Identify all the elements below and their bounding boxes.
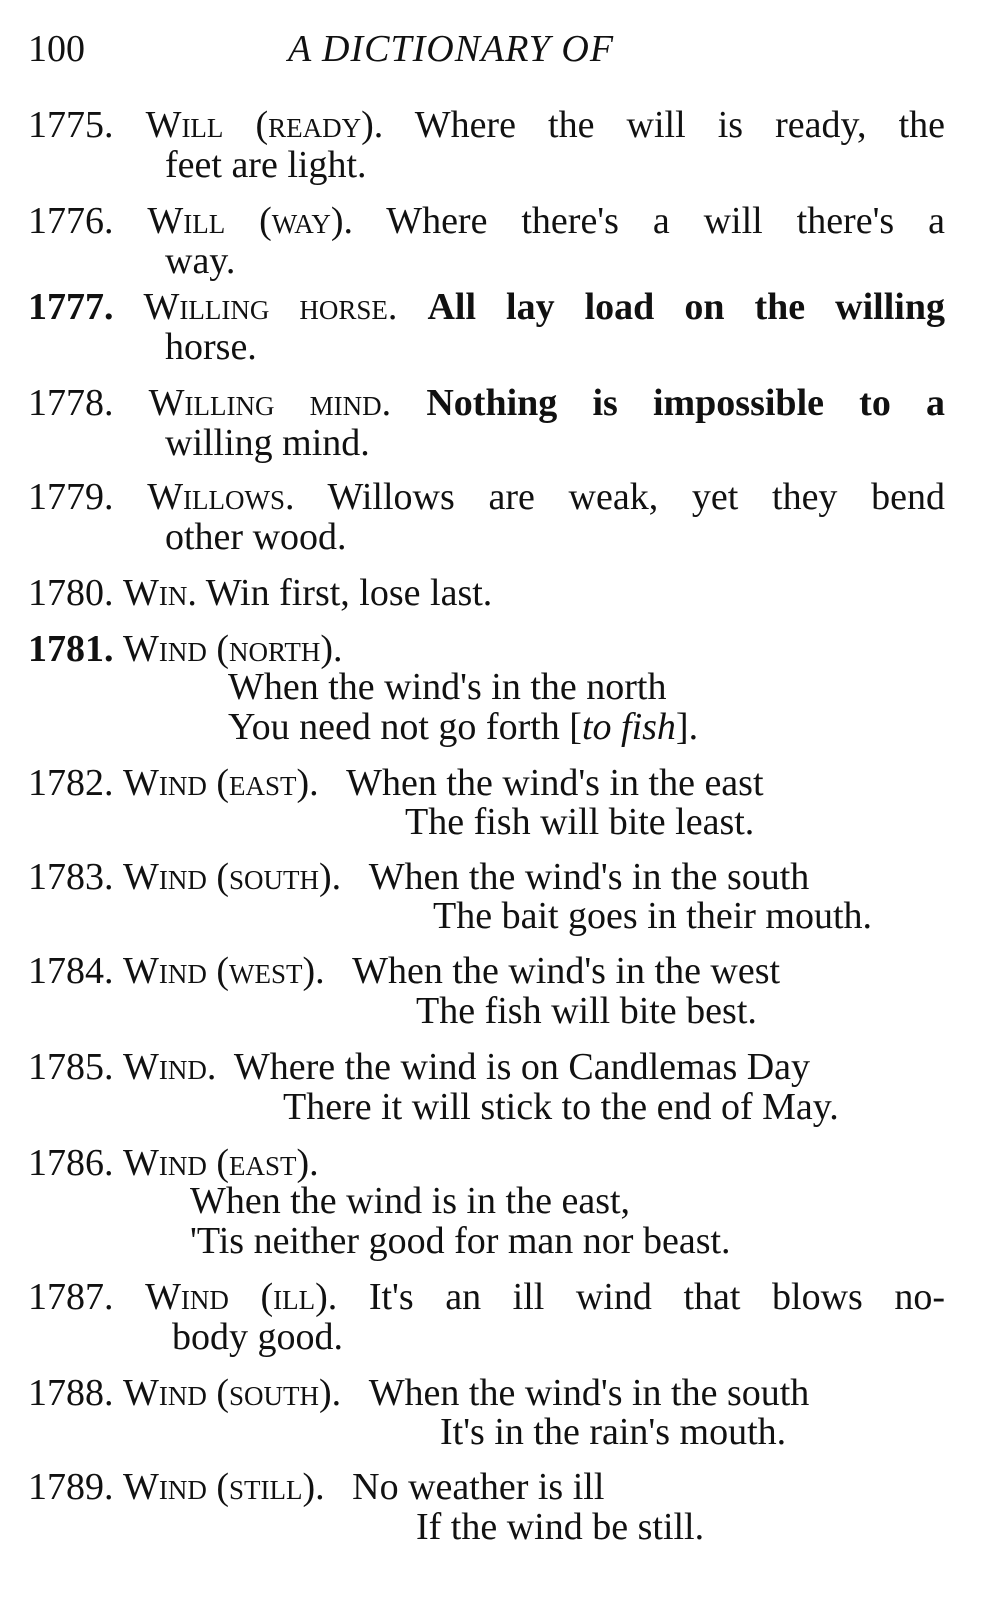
entry-text: Nothing is impossible to a — [426, 382, 945, 424]
entry-qualifier: (east). — [216, 1142, 319, 1184]
verse-text: ]. — [675, 706, 699, 748]
entry-continuation: horse. — [165, 326, 257, 368]
entry-text: Willows are weak, yet they bend — [327, 476, 945, 518]
entry-1789 — [28, 1468, 604, 1506]
entry-continuation: body good. — [172, 1316, 343, 1358]
entry-1776 — [28, 202, 945, 240]
entry-number: 1779. — [28, 476, 114, 518]
entry-1788 — [28, 1374, 809, 1412]
entry-keyword: Wind — [123, 628, 207, 670]
entry-text: All lay load on the willing — [427, 286, 945, 328]
verse-line: When the wind's in the west — [352, 950, 781, 992]
entry-keyword: Win. — [123, 572, 197, 614]
verse-line: Where the wind is on Candlemas Day — [233, 1046, 811, 1088]
entry-qualifier: (way). — [259, 200, 353, 242]
entry-qualifier: (ill). — [260, 1276, 338, 1318]
verse-line: When the wind's in the south — [368, 1372, 810, 1414]
entry-keyword: Wind — [123, 1466, 207, 1508]
entry-number: 1785. — [28, 1046, 114, 1088]
page-number: 100 — [28, 28, 85, 70]
entry-text: Where the will is ready, the — [414, 104, 946, 146]
entry-keyword: Willing mind. — [148, 382, 392, 424]
entry-number: 1784. — [28, 950, 114, 992]
entry-1783 — [28, 858, 809, 896]
entry-text: Where there's a will there's a — [386, 200, 945, 242]
entry-qualifier: (east). — [216, 762, 319, 804]
running-title: A DICTIONARY OF — [288, 28, 615, 70]
entry-keyword: Wind — [123, 1372, 207, 1414]
entry-keyword: Willows. — [147, 476, 295, 518]
entry-continuation: other wood. — [165, 516, 347, 558]
entry-1786 — [28, 1144, 319, 1182]
entry-keyword: Wind — [123, 950, 207, 992]
entry-continuation: feet are light. — [165, 144, 367, 186]
entry-number: 1777. — [28, 286, 114, 328]
entry-1777 — [28, 288, 945, 326]
entry-keyword: Wind — [123, 856, 207, 898]
entry-1775 — [28, 106, 945, 144]
entry-continuation: willing mind. — [165, 422, 370, 464]
entry-number: 1775. — [28, 104, 114, 146]
entry-qualifier: (south). — [216, 1372, 342, 1414]
entry-keyword: Wind — [123, 762, 207, 804]
verse-text: You need not go forth [ — [228, 706, 582, 748]
verse-line: The bait goes in their mouth. — [433, 895, 873, 937]
verse-line: The fish will bite least. — [405, 801, 755, 843]
entry-qualifier: (west). — [216, 950, 325, 992]
entry-qualifier: (south). — [216, 856, 342, 898]
verse-line: The fish will bite best. — [416, 990, 757, 1032]
entry-keyword: Wind. — [123, 1046, 217, 1088]
entry-number: 1780. — [28, 572, 114, 614]
entry-keyword: Wind — [123, 1142, 207, 1184]
entry-continuation: way. — [165, 240, 236, 282]
entry-number: 1787. — [28, 1276, 114, 1318]
entry-1779 — [28, 478, 945, 516]
entry-qualifier: (ready). — [255, 104, 384, 146]
entry-number: 1783. — [28, 856, 114, 898]
entry-1787 — [28, 1278, 945, 1316]
verse-line — [228, 708, 698, 746]
entry-keyword: Will — [145, 104, 224, 146]
verse-line: If the wind be still. — [416, 1506, 705, 1548]
entry-number: 1781. — [28, 628, 114, 670]
entry-1782 — [28, 764, 764, 802]
entry-1778 — [28, 384, 945, 422]
entry-number: 1786. — [28, 1142, 114, 1184]
entry-qualifier: (still). — [216, 1466, 325, 1508]
verse-line: When the wind's in the north — [228, 666, 667, 708]
entry-text: Win first, lose last. — [205, 572, 493, 614]
verse-line: 'Tis neither good for man nor beast. — [190, 1220, 731, 1262]
entry-1781 — [28, 630, 343, 668]
entry-number: 1782. — [28, 762, 114, 804]
verse-line: It's in the rain's mouth. — [440, 1411, 787, 1453]
entry-1785 — [28, 1048, 810, 1086]
entry-text: It's an ill wind that blows no- — [368, 1276, 946, 1318]
entry-keyword: Willing horse. — [143, 286, 398, 328]
verse-line: When the wind's in the south — [368, 856, 810, 898]
verse-line: There it will stick to the end of May. — [283, 1086, 839, 1128]
verse-italic: to fish — [581, 706, 676, 748]
entry-number: 1778. — [28, 382, 114, 424]
entry-number: 1788. — [28, 1372, 114, 1414]
entry-1784 — [28, 952, 780, 990]
verse-line: No weather is ill — [352, 1466, 605, 1508]
verse-line: When the wind's in the east — [346, 762, 764, 804]
verse-line: When the wind is in the east, — [190, 1180, 631, 1222]
entry-keyword: Will — [147, 200, 226, 242]
entry-keyword: Wind — [145, 1276, 229, 1318]
entry-qualifier: (north). — [216, 628, 343, 670]
entry-number: 1789. — [28, 1466, 114, 1508]
entry-number: 1776. — [28, 200, 114, 242]
entry-1780 — [28, 574, 492, 612]
